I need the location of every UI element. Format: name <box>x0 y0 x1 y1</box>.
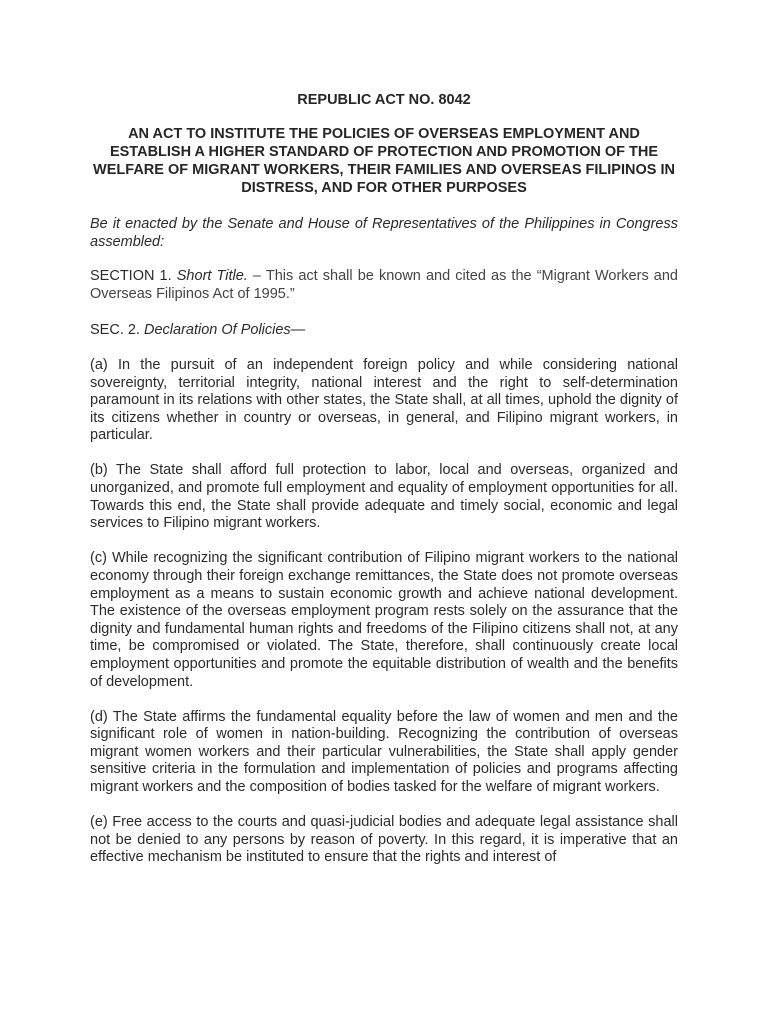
section-1-title: Short Title. <box>176 268 248 284</box>
policy-paragraph-b: (b) The State shall afford full protection to labor, local and overseas, organized and unorganized, and promote full employment and equality of employment opportunities for all. Towards this end, the State shall provide adequate and timely social, economic and legal services to Filipino migrant workers. <box>90 462 678 532</box>
section-1-label: SECTION 1. <box>90 268 172 284</box>
policy-paragraph-e: (e) Free access to the courts and quasi-judicial bodies and adequate legal assistance shall not be denied to any persons by reason of poverty. In this regard, it is imperative that an effective mechanism be instituted to ensure that the rights and interest of <box>90 814 678 866</box>
act-title-heading: AN ACT TO INSTITUTE THE POLICIES OF OVERSEAS EMPLOYMENT AND ESTABLISH A HIGHER STANDARD OF PROTECTION AND PROMOTION OF THE WELFARE OF MIGRANT WORKERS, THEIR FAMILIES AND OVERSEAS FILIPINOS IN DISTRESS, AND FOR OTHER PURPOSES <box>93 126 675 196</box>
enacting-clause: Be it enacted by the Senate and House of Representatives of the Philippines in Congress assembled: <box>90 216 678 250</box>
section-1 <box>90 267 678 303</box>
section-2 <box>90 321 678 339</box>
policy-paragraph-d: (d) The State affirms the fundamental equality before the law of women and men and the significant role of women in nation-building. Recognizing the contribution of overseas migrant women workers and their particular vulnerabilities, the State shall apply gender sensitive criteria in the formulation and implementation of policies and programs affecting migrant workers and the composition of bodies tasked for the welfare of migrant workers. <box>90 708 678 795</box>
section-1-body: – This act shall be known and cited as the “Migrant Workers and Overseas Filipinos Act of 1995.” <box>90 268 678 302</box>
section-2-title: Declaration Of Policies— <box>144 322 306 338</box>
act-number-heading: REPUBLIC ACT NO. 8042 <box>297 92 471 108</box>
policy-paragraph-c: (c) While recognizing the significant contribution of Filipino migrant workers to the national economy through their foreign exchange remittances, the State does not promote overseas employment as a means to sustain economic growth and achieve national development. The existence of the overseas employment program rests solely on the assurance that the dignity and fundamental human rights and freedoms of the Filipino citizens shall not, at any time, be compromised or violated. The State, therefore, shall continuously create local employment opportunities and promote the equitable distribution of wealth and the benefits of development. <box>90 550 678 690</box>
policy-paragraph-a: (a) In the pursuit of an independent foreign policy and while considering national sovereignty, territorial integrity, national interest and the right to self-determination paramount in its relations with other states, the State shall, at all times, uphold the dignity of its citizens whether in country or overseas, in general, and Filipino migrant workers, in particular. <box>90 357 678 444</box>
section-2-label: SEC. 2. <box>90 322 140 338</box>
